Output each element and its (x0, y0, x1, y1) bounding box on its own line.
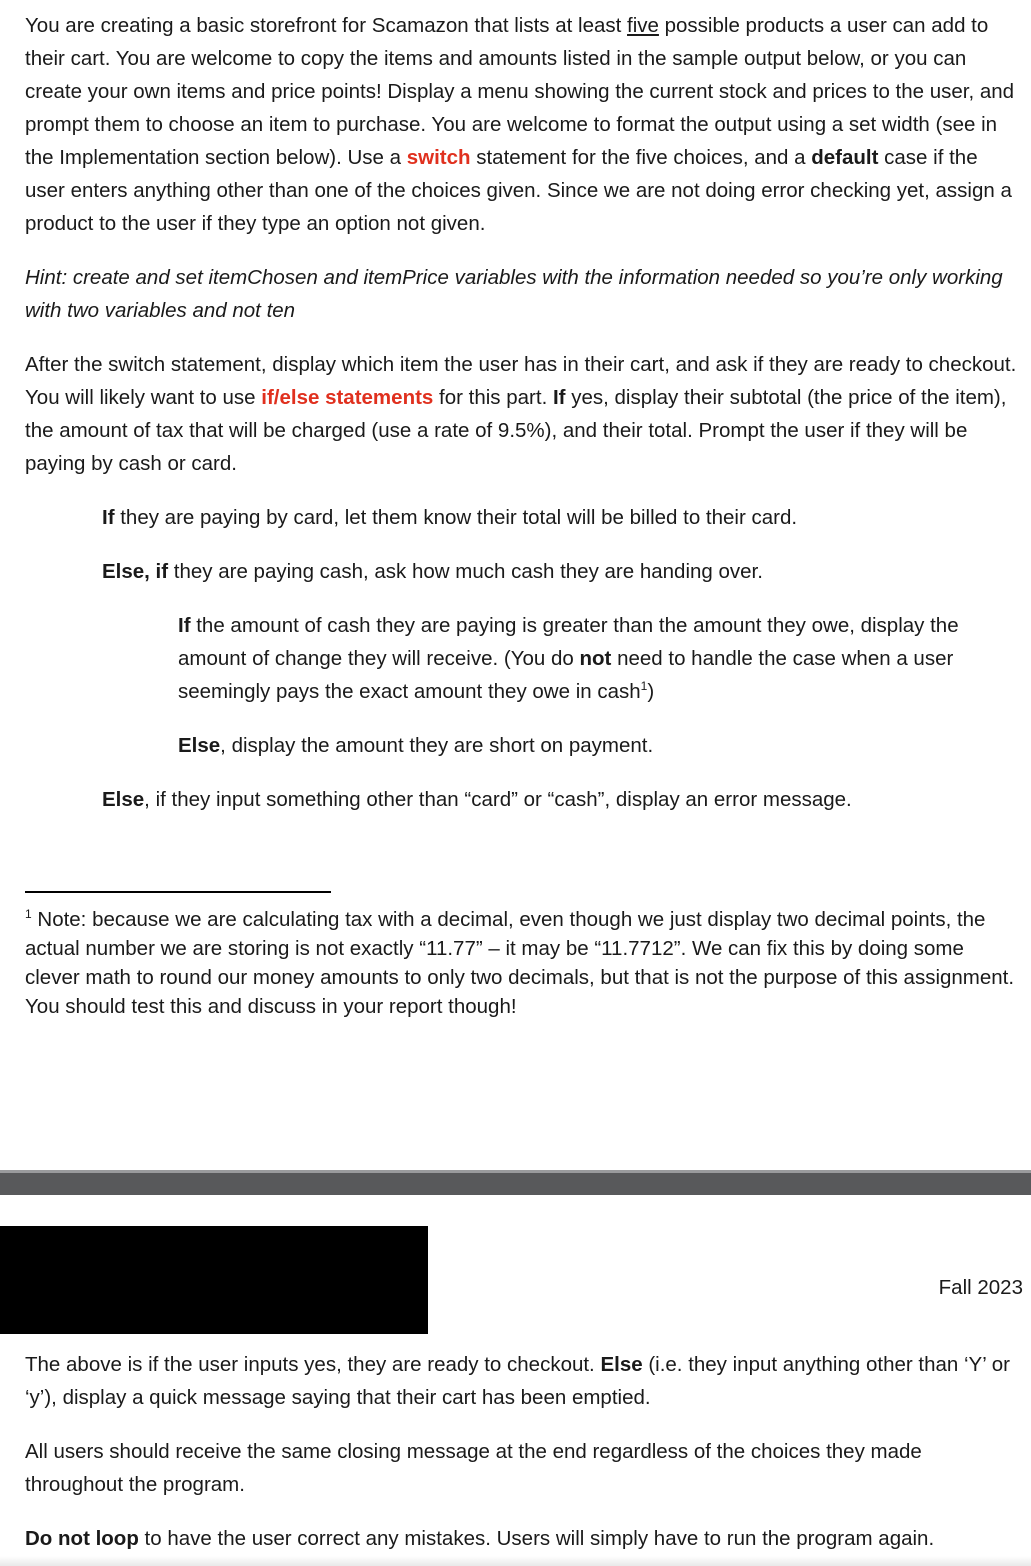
card-rule: If they are paying by card, let them know their total will be billed to their card. (102, 506, 798, 529)
second-page-content (25, 1348, 1019, 1555)
footnote-ref: 1 (640, 679, 648, 694)
no-loop-paragraph: Do not loop to have the user correct any mistakes. Users will simply have to run the program again. (25, 1527, 935, 1550)
page-break-band (0, 1173, 1031, 1195)
intro-paragraph: You are creating a basic storefront for Scamazon that lists at least five possible products a user can add to their cart. You are welcome to copy the items and amounts listed in the sample output below, or you can create your own items and price points! Display a menu showing the current stock and prices to the user, and prompt them to choose an item to purchase. You are welcome to format the output using a set width (see in the Implementation section below). Use a switch statement for the five choices, and a default case if the user enters anything other than one of the choices given. Since we are not doing error checking yet, assign a product to the user if they type an option not given. (25, 14, 1015, 235)
footnote-marker: 1 (25, 907, 32, 922)
main-document (25, 9, 1019, 816)
footnote-divider (25, 891, 331, 893)
bottom-edge (0, 1556, 1031, 1566)
change-rule: If the amount of cash they are paying is greater than the amount they owe, display the amount of change they will receive. (You do not need to handle the case when a user seemingly pays the exact amount they owe in cash$^1$) (178, 614, 959, 703)
redacted-block (0, 1226, 428, 1334)
term-label: Fall 2023 (938, 1276, 1023, 1299)
footnote: $^1$ Note: because we are calculating tax with a decimal, even though we just display two decimal points, the actual number we are storing is not exactly “11.77” – it may be “11.7712”. We can fix this by doing some clever math to round our money amounts to only two decimals, but that is not the purpose of this assignment. You should test this and discuss in your report though! (25, 907, 1015, 1018)
ifelse-keyword: if/else statements (261, 386, 434, 409)
five-underlined: five (627, 14, 659, 37)
closing-message-paragraph: All users should receive the same closing message at the end regardless of the choices they made throughout the program. (25, 1440, 922, 1496)
switch-keyword: switch (406, 146, 471, 169)
after-switch-paragraph: After the switch statement, display which item the user has in their cart, and ask if they are ready to checkout. You will likely want to use if/else statements for this part. If yes, display their subtotal (the price of the item), the amount of tax that will be charged (use a rate of 9.5%), and their total. Prompt the user if they will be paying by cash or card. (25, 353, 1017, 475)
hint-paragraph: Hint: create and set itemChosen and itemPrice variables with the information needed so you’re only working with two variables and not ten (25, 266, 1003, 322)
cash-rule: Else, if they are paying cash, ask how much cash they are handing over. (102, 560, 763, 583)
short-rule: Else, display the amount they are short on payment. (178, 734, 654, 757)
checkout-else-paragraph: The above is if the user inputs yes, they are ready to checkout. Else (i.e. they input anything other than ‘Y’ or ‘y’), display a quick message saying that their cart has been emptied. (25, 1353, 1010, 1409)
default-keyword: default (811, 146, 879, 169)
error-rule: Else, if they input something other than “card” or “cash”, display an error message. (102, 788, 852, 811)
